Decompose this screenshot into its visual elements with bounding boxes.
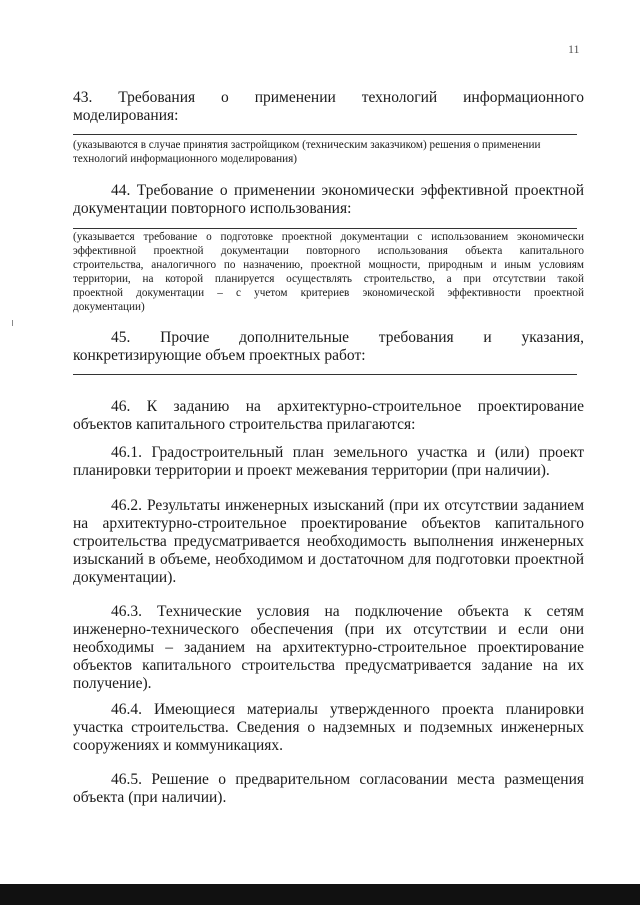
item-44-note-line-1: (указывается требование о подготовке проектной документации с использованием экономически xyxy=(73,231,584,243)
item-46-4-line-1: 46.4. Имеющиеся материалы утвержденного проекта планировки xyxy=(111,701,584,718)
item-46-2-line-3: строительства предусматривается необходимость выполнения инженерных xyxy=(73,533,584,550)
item-46-2-line-5: документации). xyxy=(73,569,177,586)
item-46-5-line-2: объекта (при наличии). xyxy=(73,789,227,806)
item-46-line-2: объектов капитального строительства прилагаются: xyxy=(73,416,416,433)
item-46-3-line-5: получение). xyxy=(73,675,152,692)
item-44-line-2: документации повторного использования: xyxy=(73,200,352,217)
item-43-note-line-2: технологий информационного моделирования) xyxy=(73,153,298,165)
item-44-note-line-6: документации) xyxy=(73,301,145,313)
item-44-note-line-3: строительства, аналогичного по назначению, проектной мощности, природным и иным условиям xyxy=(73,259,584,271)
item-46-4-line-3: сооружениях и коммуникациях. xyxy=(73,737,284,754)
item-43-line-1: 43. Требования о применении технологий информационного xyxy=(73,89,584,106)
item-45-line-1: 45. Прочие дополнительные требования и указания, xyxy=(111,329,584,346)
item-46-1-line-1: 46.1. Градостроительный план земельного участка и (или) проект xyxy=(111,444,584,461)
item-44-note-line-4: территории, на которой планируется осуществлять строительство, а при отсутствии такой xyxy=(73,273,584,285)
item-46-3-line-3: необходимы – заданием на архитектурно-строительное проектирование xyxy=(73,639,584,656)
item-43-line-2: моделирования: xyxy=(73,107,179,124)
item-46-1-line-2: планировки территории и проект межевания территории (при наличии). xyxy=(73,462,550,479)
item-46-3-line-1: 46.3. Технические условия на подключение объекта к сетям xyxy=(111,603,584,620)
page-number: 11 xyxy=(568,42,580,56)
item-45-fill-line xyxy=(73,374,577,375)
scan-edge-stripe xyxy=(0,884,640,905)
item-44-fill-line xyxy=(73,228,577,229)
item-46-2-line-1: 46.2. Результаты инженерных изысканий (при их отсутствии заданием xyxy=(111,497,584,514)
item-46-3-line-4: объектов капитального строительства предусматривается задание на их xyxy=(73,657,584,674)
item-46-line-1: 46. К заданию на архитектурно-строительное проектирование xyxy=(111,398,584,415)
item-44-line-1: 44. Требование о применении экономически эффективной проектной xyxy=(111,182,584,199)
item-43-note-line-1: (указываются в случае принятия застройщиком (техническим заказчиком) решения о применении xyxy=(73,139,541,151)
item-43-fill-line xyxy=(73,134,577,135)
item-46-2-line-4: изысканий в объеме, необходимом и достаточном для подготовки проектной xyxy=(73,551,584,568)
item-46-2-line-2: на архитектурно-строительное проектирование объектов капитального xyxy=(73,515,584,532)
item-46-3-line-2: инженерно-технического обеспечения (при их отсутствии и если они xyxy=(73,621,584,638)
item-46-4-line-2: участка строительства. Сведения о надземных и подземных инженерных xyxy=(73,719,584,736)
item-44-note-line-5: проектной документации – с учетом критериев экономической эффективности проектной xyxy=(73,287,584,299)
item-44-note-line-2: эффективной проектной документации повторного использования объекта капитального xyxy=(73,245,584,257)
item-46-5-line-1: 46.5. Решение о предварительном согласовании места размещения xyxy=(111,771,584,788)
item-45-line-2: конкретизирующие объем проектных работ: xyxy=(73,347,366,364)
scan-speck xyxy=(12,320,13,326)
